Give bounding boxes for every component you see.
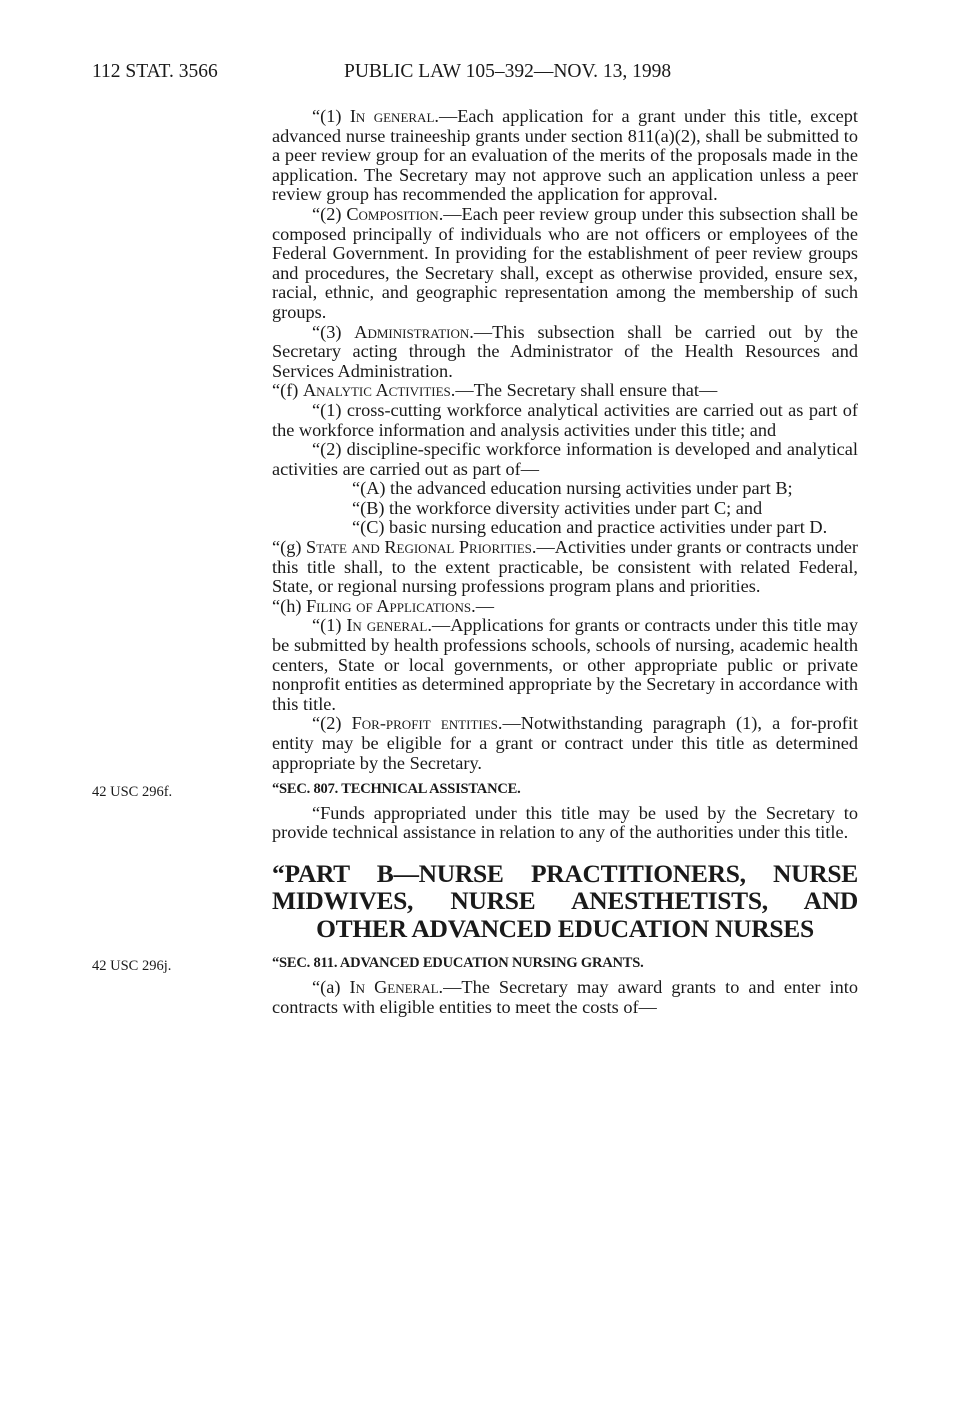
section-807 [92, 780, 858, 801]
paragraph-f1: “(1) cross-cutting workforce analytical activities are carried out as part of the workforce information and analysis activities under this title; and [272, 399, 858, 440]
subsection-f-analytic-activities: “(f) Analytic Activities.—The Secretary shall ensure that— [272, 380, 718, 401]
subsection-heading: In General [349, 977, 439, 998]
subsection-811-a: “(a) In General.—The Secretary may award grants to and enter into contracts with eligible entities to meet the costs of— [272, 977, 858, 1017]
section-811-title: “SEC. 811. ADVANCED EDUCATION NURSING GRANTS. [272, 955, 644, 972]
subsection-heading: State and Regional Priorities [306, 537, 532, 558]
part-b-heading: “PART B—NURSE PRACTITIONERS, NURSE MIDWIVES, NURSE ANESTHETISTS, AND OTHER ADVANCED EDUCATION NURSES [272, 858, 858, 943]
subsection-heading: Filing of Applications [306, 595, 472, 616]
subsection-h-filing-of-applications: “(h) Filing of Applications.— [272, 595, 494, 616]
section-807-title: “SEC. 807. TECHNICAL ASSISTANCE. [272, 781, 521, 798]
paragraph-heading: In general [349, 106, 435, 126]
paragraph-heading: In general [346, 615, 428, 636]
subparagraph-f2-b: “(B) the workforce diversity activities under part C; and [352, 497, 763, 518]
paragraph-f2: “(2) discipline-specific workforce information is developed and analytical activities are carried out as part of— [272, 439, 858, 479]
body-text [92, 106, 858, 1017]
paragraph-h1-in-general: “(1) In general.—Applications for grants or contracts under this title may be submitted by health professions schools, schools of nursing, academic health centers, State or local governments, or other appropriate public or private nonprofit entities as determined appropriate by the Secretary in accordance with this title. [272, 615, 858, 714]
paragraph-e3-administration: “(3) Administration.—This subsection shall be carried out by the Secretary acting through the Administrator of the Health Resources and Services Administration. [272, 321, 858, 381]
statute-page-number: 112 STAT. 3566 [92, 61, 218, 82]
section-807-text: “Funds appropriated under this title may be used by the Secretary to provide technical assistance in relation to any of the authorities under this title. [272, 802, 858, 843]
paragraph-e1-in-general: “(1) In general.—Each application for a grant under this title, except advanced nurse traineeship grants under section 811(a)(2), shall be submitted to a peer review group for an evaluation of the merits of the proposals made in the application. The Secretary may not approve such an application unless a peer review group has recommended the application for approval. [272, 106, 858, 205]
paragraph-h2-for-profit-entities: “(2) For-profit entities.—Notwithstanding paragraph (1), a for-profit entity may be eligible for a grant or contract under this title as determined appropriate by the Secretary. [272, 713, 858, 773]
subparagraph-f2-a: “(A) the advanced education nursing activities under part B; [352, 478, 793, 499]
subsection-g-state-regional-priorities: “(g) State and Regional Priorities.—Activities under grants or contracts under this title shall, to the extent practicable, be consistent with related Federal, State, or regional nursing professions program plans and priorities. [272, 537, 858, 597]
section-811 [92, 954, 858, 975]
running-head: PUBLIC LAW 105–392—NOV. 13, 1998 [344, 61, 672, 82]
paragraph-heading: For-profit entities [351, 713, 498, 734]
margin-citation: 42 USC 296j. [92, 958, 172, 975]
paragraph-e2-composition: “(2) Composition.—Each peer review group under this subsection shall be composed principally of individuals who are not officers or employees of the Federal Government. In providing for the establishment of peer review groups and procedures, the Secretary shall, except as otherwise provided, ensure sex, racial, ethnic, and geographic representation among the membership of such groups. [272, 203, 858, 322]
paragraph-heading: Composition [346, 203, 439, 224]
subsection-heading: Analytic Activities [302, 380, 451, 401]
margin-citation: 42 USC 296f. [92, 784, 173, 801]
subparagraph-f2-c: “(C) basic nursing education and practice activities under part D. [352, 517, 828, 538]
paragraph-heading: Administration [354, 321, 470, 342]
page-header [92, 61, 862, 85]
